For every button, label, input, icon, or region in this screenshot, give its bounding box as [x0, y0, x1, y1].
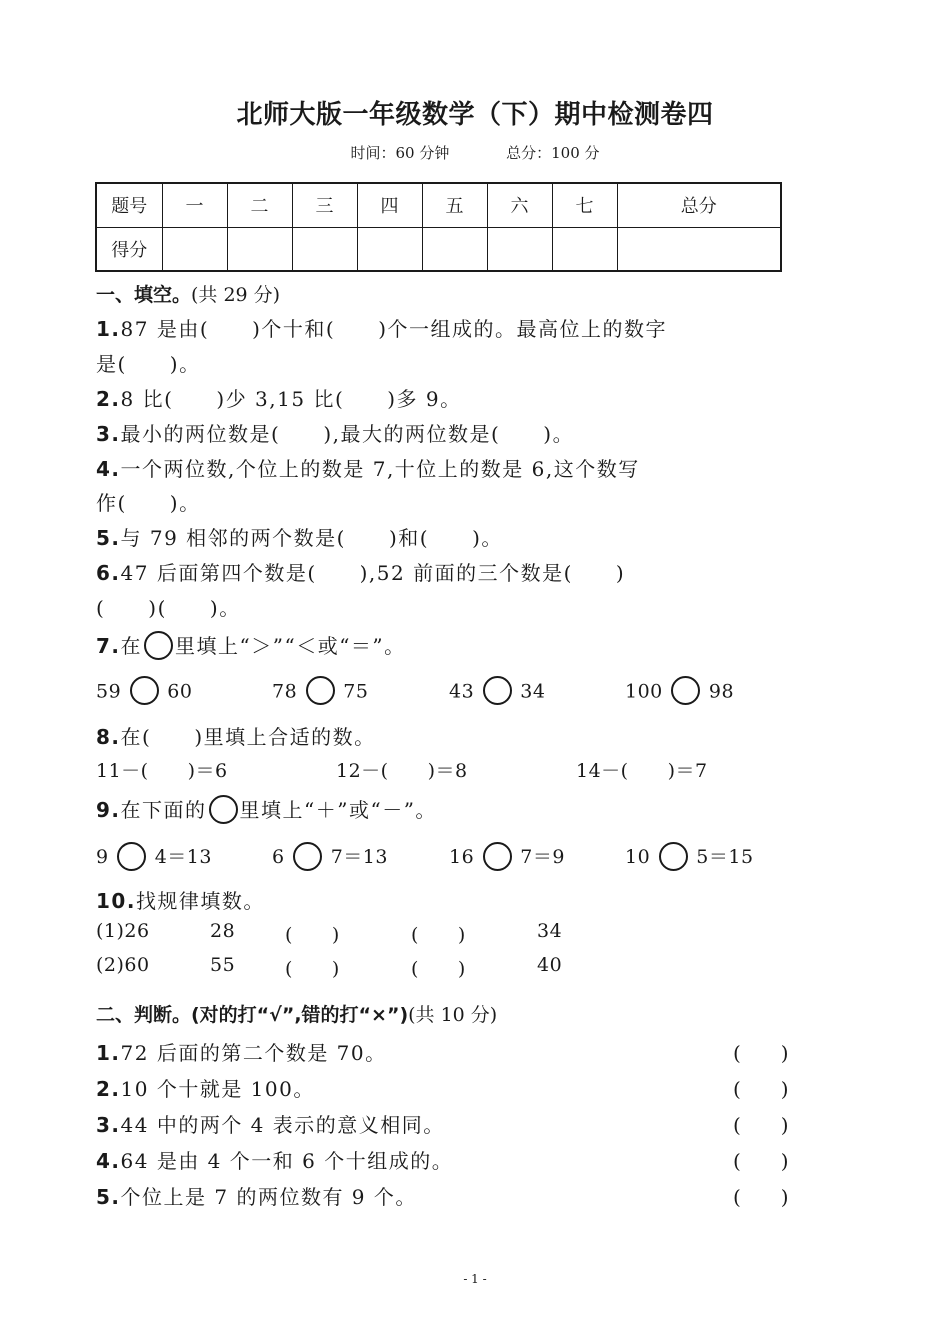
q9-item: 9 4＝13 — [96, 842, 212, 873]
question-2: 2.8 比( )少 3,15 比( )多 9。 — [96, 387, 462, 411]
q10-row-2-blank[interactable]: ( ) — [411, 958, 466, 980]
score-cell[interactable] — [292, 227, 357, 271]
judge-item-1: 1.72 后面的第二个数是 70。 — [96, 1041, 387, 1065]
question-10: 10.找规律填数。 — [96, 889, 265, 913]
judge-answer-2[interactable]: ( ) — [733, 1077, 789, 1101]
compare-circle-icon[interactable] — [483, 676, 512, 705]
question-3: 3.最小的两位数是( ),最大的两位数是( )。 — [96, 422, 575, 446]
judge-item-3: 3.44 中的两个 4 表示的意义相同。 — [96, 1113, 445, 1137]
blank-circle-icon — [209, 795, 238, 824]
judge-answer-1[interactable]: ( ) — [733, 1041, 789, 1065]
question-6-line1: 6.47 后面第四个数是( ),52 前面的三个数是( ) — [96, 561, 626, 585]
page-number: - 1 - — [463, 1272, 487, 1286]
compare-circle-icon[interactable] — [306, 676, 335, 705]
q7-item: 78 75 — [272, 678, 368, 707]
header-cell: 四 — [357, 183, 422, 227]
judge-item-5: 5.个位上是 7 的两位数有 9 个。 — [96, 1185, 417, 1209]
score-table — [95, 182, 782, 272]
operator-circle-icon[interactable] — [293, 842, 322, 871]
header-cell: 三 — [292, 183, 357, 227]
blank-circle-icon — [144, 631, 173, 660]
question-1-line2: 是( )。 — [96, 352, 201, 376]
score-cell[interactable] — [487, 227, 552, 271]
q9-item: 6 7＝13 — [272, 842, 388, 873]
page-title: 北师大版一年级数学（下）期中检测卷四 — [236, 100, 714, 130]
judge-item-2: 2.10 个十就是 100。 — [96, 1077, 315, 1101]
q10-row-2-cell: (2)60 — [96, 954, 150, 976]
q8-item: 11－( )＝6 — [96, 760, 228, 782]
q7-item: 100 98 — [625, 678, 734, 707]
q10-row-2-blank[interactable]: ( ) — [285, 958, 340, 980]
score-cell[interactable] — [227, 227, 292, 271]
judge-answer-4[interactable]: ( ) — [733, 1149, 789, 1173]
score-cell[interactable] — [552, 227, 617, 271]
q10-row-1-cell: (1)26 — [96, 920, 150, 942]
score-cell[interactable] — [422, 227, 487, 271]
question-1-line1: 1.87 是由( )个十和( )个一组成的。最高位上的数字 — [96, 317, 668, 341]
operator-circle-icon[interactable] — [659, 842, 688, 871]
row-label: 得分 — [96, 227, 162, 271]
header-cell: 题号 — [96, 183, 162, 227]
header-cell: 七 — [552, 183, 617, 227]
header-cell: 二 — [227, 183, 292, 227]
exam-meta — [0, 142, 950, 163]
score-cell[interactable] — [617, 227, 781, 271]
q10-row-1-cell: 28 — [210, 920, 236, 942]
question-5: 5.与 79 相邻的两个数是( )和( )。 — [96, 526, 503, 550]
total-score: 总分：100 分 — [506, 144, 600, 162]
q9-item: 10 5＝15 — [625, 842, 754, 873]
section2-heading: 二、判断。(对的打“√”,错的打“×”)(共 10 分) — [96, 1004, 498, 1026]
question-4-line2: 作( )。 — [96, 491, 201, 515]
header-cell: 五 — [422, 183, 487, 227]
question-4-line1: 4.一个两位数,个位上的数是 7,十位上的数是 6,这个数写 — [96, 457, 640, 481]
judge-answer-3[interactable]: ( ) — [733, 1113, 789, 1137]
q7-item: 43 34 — [449, 678, 545, 707]
time-limit: 时间：60 分钟 — [350, 144, 450, 162]
compare-circle-icon[interactable] — [671, 676, 700, 705]
header-cell: 一 — [162, 183, 227, 227]
q10-row-1-cell: 34 — [537, 920, 563, 942]
score-cell[interactable] — [357, 227, 422, 271]
score-cell[interactable] — [162, 227, 227, 271]
q10-row-1-blank[interactable]: ( ) — [411, 924, 466, 946]
score-table-header-row — [96, 183, 781, 227]
q9-item: 16 7＝9 — [449, 842, 565, 873]
operator-circle-icon[interactable] — [117, 842, 146, 871]
q10-row-2-cell: 40 — [537, 954, 563, 976]
section1-heading: 一、填空。(共 29 分) — [96, 284, 281, 306]
q10-row-2-cell: 55 — [210, 954, 236, 976]
question-9: 9.在下面的 里填上“＋”或“－”。 — [96, 794, 437, 826]
header-cell: 总分 — [617, 183, 781, 227]
question-7: 7.在 里填上“＞”“＜或“＝”。 — [96, 630, 406, 662]
judge-answer-5[interactable]: ( ) — [733, 1185, 789, 1209]
q10-row-1-blank[interactable]: ( ) — [285, 924, 340, 946]
question-6-line2: ( )( )。 — [96, 596, 241, 620]
q8-item: 12－( )＝8 — [336, 760, 468, 782]
question-8: 8.在( )里填上合适的数。 — [96, 725, 376, 749]
q8-item: 14－( )＝7 — [576, 760, 708, 782]
q7-item: 59 60 — [96, 678, 192, 707]
compare-circle-icon[interactable] — [130, 676, 159, 705]
judge-item-4: 4.64 是由 4 个一和 6 个十组成的。 — [96, 1149, 454, 1173]
score-table-score-row — [96, 227, 781, 271]
operator-circle-icon[interactable] — [483, 842, 512, 871]
header-cell: 六 — [487, 183, 552, 227]
